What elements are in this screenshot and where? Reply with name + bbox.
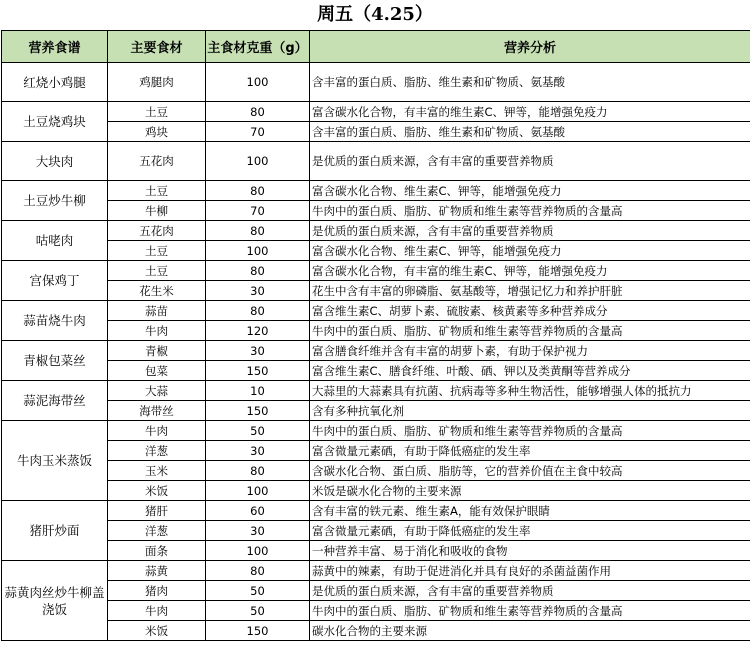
- dish-name: 大块肉: [2, 142, 108, 181]
- weight-cell: 50: [206, 601, 310, 621]
- weight-cell: 80: [206, 301, 310, 321]
- analysis-cell: 含丰富的蛋白质、脂肪、维生素和矿物质、氨基酸: [310, 63, 750, 102]
- ingredient-cell: 花生米: [108, 281, 206, 301]
- analysis-cell: 碳水化合物的主要来源: [310, 621, 750, 641]
- dish-name: 蒜黄肉丝炒牛柳盖浇饭: [2, 561, 108, 641]
- weight-cell: 30: [206, 341, 310, 361]
- ingredient-cell: 蒜苗: [108, 301, 206, 321]
- ingredient-cell: 蒜黄: [108, 561, 206, 581]
- table-row: [2, 142, 750, 181]
- table-row: [2, 261, 750, 281]
- ingredient-cell: 猪肉: [108, 581, 206, 601]
- analysis-cell: 一种营养丰富、易于消化和吸收的食物: [310, 541, 750, 561]
- ingredient-cell: 土豆: [108, 241, 206, 261]
- weight-cell: 80: [206, 561, 310, 581]
- weight-cell: 100: [206, 63, 310, 102]
- table-row: [2, 541, 750, 561]
- ingredient-cell: 牛肉: [108, 321, 206, 341]
- table-row: [2, 481, 750, 501]
- weight-cell: 100: [206, 241, 310, 261]
- weight-cell: 70: [206, 122, 310, 142]
- weight-cell: 10: [206, 381, 310, 401]
- analysis-cell: 富含膳食纤维并含有丰富的胡萝卜素，有助于保护视力: [310, 341, 750, 361]
- weight-cell: 100: [206, 541, 310, 561]
- dish-name: 咕咾肉: [2, 221, 108, 261]
- weight-cell: 60: [206, 501, 310, 521]
- ingredient-cell: 米饭: [108, 481, 206, 501]
- table-row: [2, 102, 750, 122]
- table-row: [2, 181, 750, 201]
- weight-cell: 70: [206, 201, 310, 221]
- analysis-cell: 牛肉中的蛋白质、脂肪、矿物质和维生素等营养物质的含量高: [310, 421, 750, 441]
- ingredient-cell: 玉米: [108, 461, 206, 481]
- dish-name: 牛肉玉米蒸饭: [2, 421, 108, 501]
- menu-body: [2, 63, 750, 641]
- weight-cell: 150: [206, 621, 310, 641]
- ingredient-cell: 土豆: [108, 102, 206, 122]
- ingredient-cell: 五花肉: [108, 142, 206, 181]
- table-row: [2, 521, 750, 541]
- table-row: [2, 361, 750, 381]
- analysis-cell: 含丰富的蛋白质、脂肪、维生素和矿物质、氨基酸: [310, 122, 750, 142]
- analysis-cell: 富含碳水化合物、维生素C、钾等，能增强免疫力: [310, 241, 750, 261]
- analysis-cell: 牛肉中的蛋白质、脂肪、矿物质和维生素等营养物质的含量高: [310, 201, 750, 221]
- dish-name: 土豆炒牛柳: [2, 181, 108, 221]
- dish-name: 红烧小鸡腿: [2, 63, 108, 102]
- analysis-cell: 牛肉中的蛋白质、脂肪、矿物质和维生素等营养物质的含量高: [310, 321, 750, 341]
- weight-cell: 80: [206, 181, 310, 201]
- analysis-cell: 是优质的蛋白质来源，含有丰富的重要营养物质: [310, 581, 750, 601]
- analysis-cell: 富含维生素C、胡萝卜素、硫胺素、核黄素等多种营养成分: [310, 301, 750, 321]
- ingredient-cell: 洋葱: [108, 441, 206, 461]
- dish-name: 蒜泥海带丝: [2, 381, 108, 421]
- ingredient-cell: 包菜: [108, 361, 206, 381]
- weight-cell: 80: [206, 221, 310, 241]
- table-row: [2, 581, 750, 601]
- analysis-cell: 是优质的蛋白质来源，含有丰富的重要营养物质: [310, 142, 750, 181]
- header-weight: 主食材克重（g）: [206, 31, 310, 63]
- analysis-cell: 富含碳水化合物，有丰富的维生素C、钾等，能增强免疫力: [310, 261, 750, 281]
- analysis-cell: 是优质的蛋白质来源，含有丰富的重要营养物质: [310, 221, 750, 241]
- header-row: [2, 31, 750, 63]
- ingredient-cell: 洋葱: [108, 521, 206, 541]
- weight-cell: 100: [206, 481, 310, 501]
- ingredient-cell: 五花肉: [108, 221, 206, 241]
- weight-cell: 120: [206, 321, 310, 341]
- ingredient-cell: 土豆: [108, 261, 206, 281]
- weight-cell: 50: [206, 581, 310, 601]
- header-ingredient: 主要食材: [108, 31, 206, 63]
- menu-table: [1, 30, 750, 641]
- weight-cell: 30: [206, 521, 310, 541]
- dish-name: 土豆烧鸡块: [2, 102, 108, 142]
- table-row: [2, 301, 750, 321]
- table-row: [2, 281, 750, 301]
- ingredient-cell: 米饭: [108, 621, 206, 641]
- table-row: [2, 601, 750, 621]
- table-row: [2, 401, 750, 421]
- header-recipe: 营养食谱: [2, 31, 108, 63]
- table-row: [2, 421, 750, 441]
- analysis-cell: 含有多种抗氧化剂: [310, 401, 750, 421]
- ingredient-cell: 牛柳: [108, 201, 206, 221]
- analysis-cell: 富含碳水化合物、维生素C、钾等，能增强免疫力: [310, 181, 750, 201]
- analysis-cell: 富含微量元素硒，有助于降低癌症的发生率: [310, 521, 750, 541]
- analysis-cell: 富含维生素C、膳食纤维、叶酸、硒、钾以及类黄酮等营养成分: [310, 361, 750, 381]
- analysis-cell: 含碳水化合物、蛋白质、脂肪等，它的营养价值在主食中较高: [310, 461, 750, 481]
- table-row: [2, 621, 750, 641]
- analysis-cell: 牛肉中的蛋白质、脂肪、矿物质和维生素等营养物质的含量高: [310, 601, 750, 621]
- ingredient-cell: 鸡块: [108, 122, 206, 142]
- ingredient-cell: 土豆: [108, 181, 206, 201]
- table-row: [2, 321, 750, 341]
- dish-name: 蒜苗烧牛肉: [2, 301, 108, 341]
- dish-name: 青椒包菜丝: [2, 341, 108, 381]
- table-row: [2, 241, 750, 261]
- weight-cell: 80: [206, 261, 310, 281]
- ingredient-cell: 猪肝: [108, 501, 206, 521]
- ingredient-cell: 面条: [108, 541, 206, 561]
- weight-cell: 80: [206, 461, 310, 481]
- weight-cell: 80: [206, 102, 310, 122]
- analysis-cell: 米饭是碳水化合物的主要来源: [310, 481, 750, 501]
- ingredient-cell: 牛肉: [108, 421, 206, 441]
- header-analysis: 营养分析: [310, 31, 750, 63]
- page-title: 周五（4.25）: [317, 4, 433, 25]
- table-row: [2, 341, 750, 361]
- table-row: [2, 201, 750, 221]
- table-row: [2, 381, 750, 401]
- weight-cell: 30: [206, 441, 310, 461]
- weight-cell: 150: [206, 401, 310, 421]
- dish-name: 宫保鸡丁: [2, 261, 108, 301]
- table-row: [2, 221, 750, 241]
- weight-cell: 30: [206, 281, 310, 301]
- table-row: [2, 501, 750, 521]
- table-row: [2, 441, 750, 461]
- weight-cell: 100: [206, 142, 310, 181]
- analysis-cell: 含有丰富的铁元素、维生素A，能有效保护眼睛: [310, 501, 750, 521]
- analysis-cell: 花生中含有丰富的卵磷脂、氨基酸等，增强记忆力和养护肝脏: [310, 281, 750, 301]
- table-row: [2, 122, 750, 142]
- analysis-cell: 大蒜里的大蒜素具有抗菌、抗病毒等多种生物活性，能够增强人体的抵抗力: [310, 381, 750, 401]
- analysis-cell: 富含碳水化合物，有丰富的维生素C、钾等，能增强免疫力: [310, 102, 750, 122]
- ingredient-cell: 鸡腿肉: [108, 63, 206, 102]
- analysis-cell: 富含微量元素硒，有助于降低癌症的发生率: [310, 441, 750, 461]
- table-row: [2, 63, 750, 102]
- ingredient-cell: 大蒜: [108, 381, 206, 401]
- table-row: [2, 461, 750, 481]
- weight-cell: 150: [206, 361, 310, 381]
- dish-name: 猪肝炒面: [2, 501, 108, 561]
- ingredient-cell: 牛肉: [108, 601, 206, 621]
- weight-cell: 50: [206, 421, 310, 441]
- analysis-cell: 蒜黄中的辣素，有助于促进消化并具有良好的杀菌益菌作用: [310, 561, 750, 581]
- table-row: [2, 561, 750, 581]
- ingredient-cell: 海带丝: [108, 401, 206, 421]
- ingredient-cell: 青椒: [108, 341, 206, 361]
